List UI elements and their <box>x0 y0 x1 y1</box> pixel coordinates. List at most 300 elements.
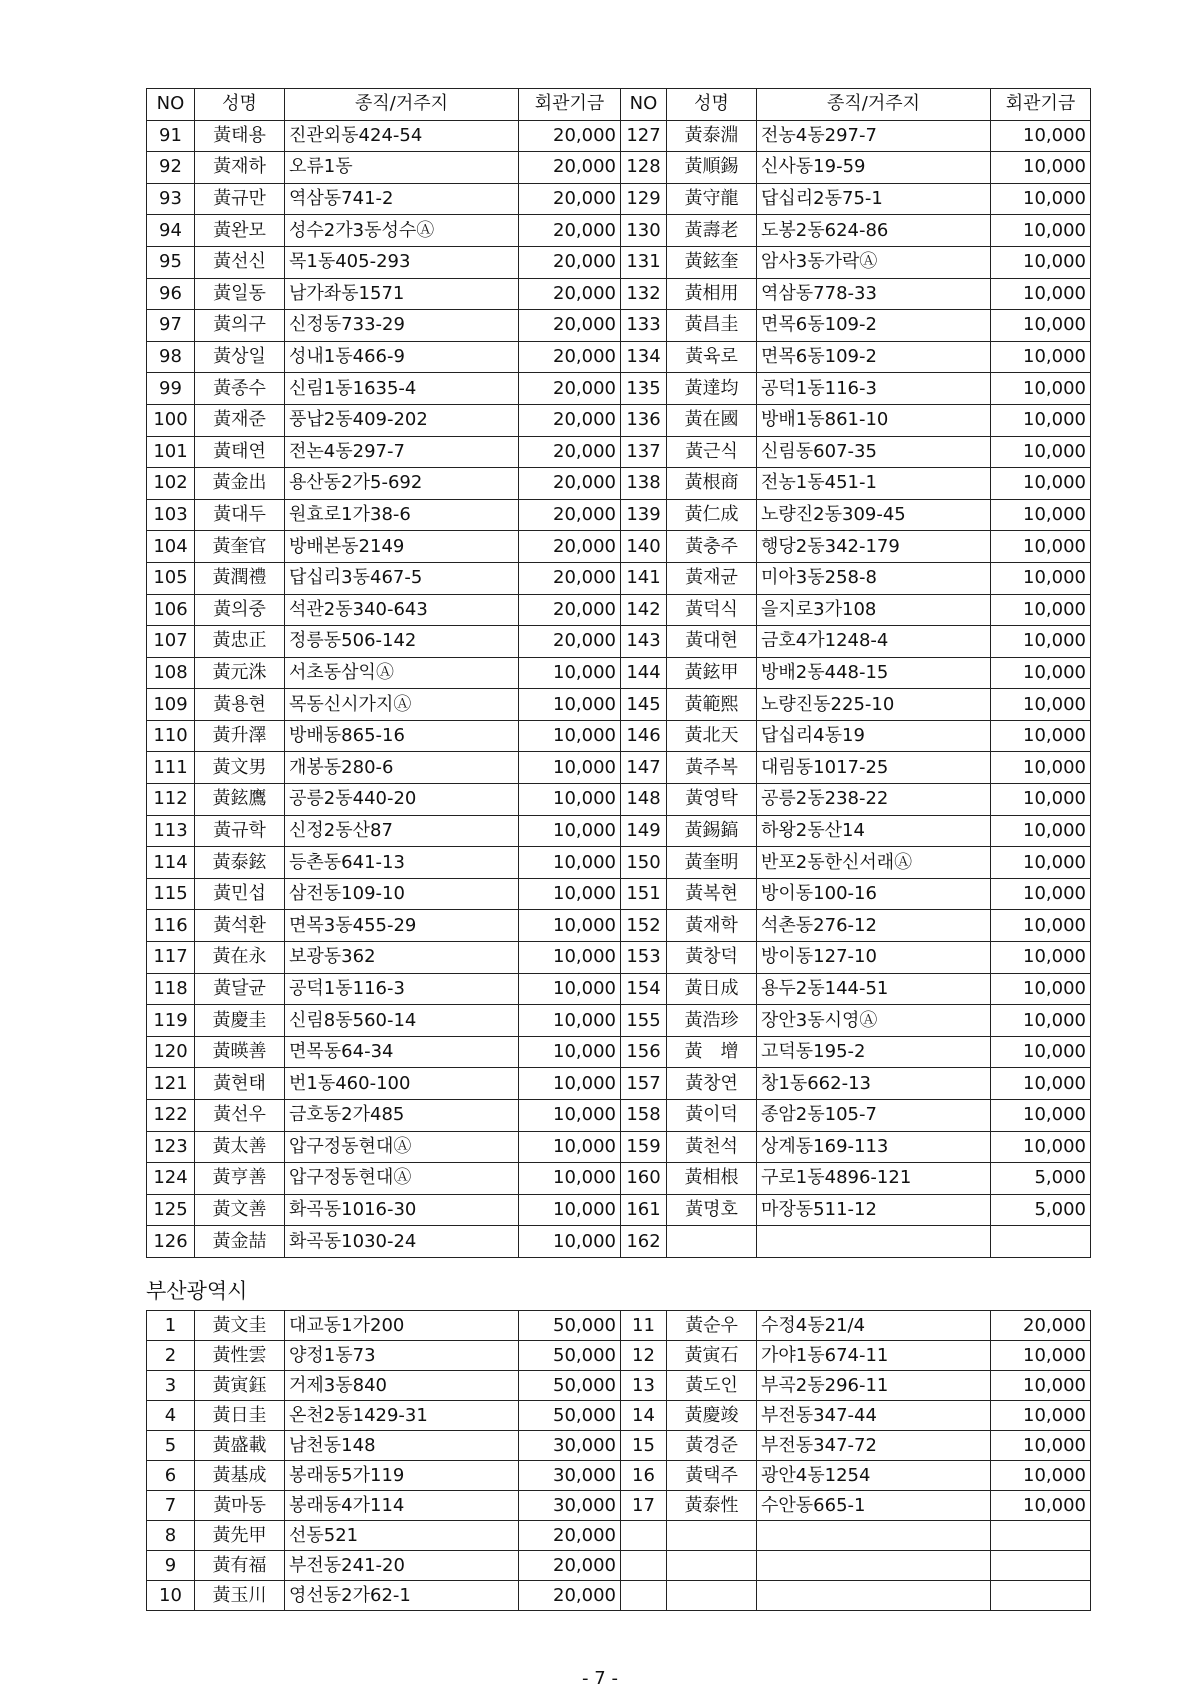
donation-amount: 10,000 <box>991 942 1091 974</box>
row-number: 145 <box>621 689 667 721</box>
row-number: 92 <box>147 152 195 184</box>
table-row <box>147 1341 1091 1371</box>
donor-address: 압구정동현대Ⓐ <box>285 1131 519 1163</box>
row-number: 95 <box>147 246 195 278</box>
donation-amount: 20,000 <box>519 626 621 658</box>
table-row <box>147 1431 1091 1461</box>
row-number: 158 <box>621 1100 667 1132</box>
table-row <box>147 1311 1091 1341</box>
donor-name <box>667 1226 757 1258</box>
donor-address: 목1동405-293 <box>285 246 519 278</box>
donor-address: 수안동665-1 <box>757 1491 991 1521</box>
donor-name: 黃달균 <box>195 973 285 1005</box>
table-row <box>147 752 1091 784</box>
donation-amount: 20,000 <box>519 499 621 531</box>
row-number: 97 <box>147 310 195 342</box>
donation-amount: 20,000 <box>519 594 621 626</box>
donor-address: 용두2동144-51 <box>757 973 991 1005</box>
donation-amount: 10,000 <box>519 815 621 847</box>
donor-address: 암사3동가락Ⓐ <box>757 246 991 278</box>
donor-address: 부전동241-20 <box>285 1551 519 1581</box>
donor-name: 黃덕식 <box>667 594 757 626</box>
table-row <box>147 436 1091 468</box>
donor-address <box>757 1581 991 1611</box>
donor-address: 마장동511-12 <box>757 1194 991 1226</box>
donor-name: 黃경준 <box>667 1431 757 1461</box>
table-row <box>147 1068 1091 1100</box>
row-number: 1 <box>147 1311 195 1341</box>
donor-name: 黃완모 <box>195 215 285 247</box>
table-row <box>147 784 1091 816</box>
donor-address <box>757 1226 991 1258</box>
table-row <box>147 1521 1091 1551</box>
donation-amount: 10,000 <box>991 499 1091 531</box>
donor-address: 역삼동741-2 <box>285 183 519 215</box>
donor-address: 답십리4동19 <box>757 720 991 752</box>
donation-amount: 5,000 <box>991 1163 1091 1195</box>
donor-address: 신림1동1635-4 <box>285 373 519 405</box>
donor-address: 공릉2동440-20 <box>285 784 519 816</box>
donor-name: 黃마동 <box>195 1491 285 1521</box>
row-number: 131 <box>621 246 667 278</box>
donor-address: 화곡동1016-30 <box>285 1194 519 1226</box>
donor-address: 개봉동280-6 <box>285 752 519 784</box>
row-number: 116 <box>147 910 195 942</box>
donor-name: 黃주복 <box>667 752 757 784</box>
donor-name: 黃玉川 <box>195 1581 285 1611</box>
donor-name: 黃용현 <box>195 689 285 721</box>
row-number: 10 <box>147 1581 195 1611</box>
donor-name: 黃이덕 <box>667 1100 757 1132</box>
donation-amount: 10,000 <box>519 942 621 974</box>
donation-amount: 10,000 <box>991 847 1091 879</box>
row-number: 110 <box>147 720 195 752</box>
donor-address: 남가좌동1571 <box>285 278 519 310</box>
donation-amount: 20,000 <box>519 341 621 373</box>
donation-amount: 10,000 <box>519 1131 621 1163</box>
donation-amount: 10,000 <box>991 246 1091 278</box>
donation-amount: 20,000 <box>519 562 621 594</box>
donor-name: 黃명호 <box>667 1194 757 1226</box>
donor-name: 黃충주 <box>667 531 757 563</box>
donation-amount: 10,000 <box>991 1431 1091 1461</box>
donor-name: 黃在國 <box>667 404 757 436</box>
table-row <box>147 910 1091 942</box>
donor-address: 미아3동258-8 <box>757 562 991 594</box>
donor-name: 黃복현 <box>667 878 757 910</box>
donor-name: 黃仁成 <box>667 499 757 531</box>
table-row <box>147 720 1091 752</box>
donation-amount: 20,000 <box>519 531 621 563</box>
row-number: 115 <box>147 878 195 910</box>
donor-name: 黃근식 <box>667 436 757 468</box>
row-number: 149 <box>621 815 667 847</box>
donor-name: 黃선신 <box>195 246 285 278</box>
donor-address: 양정1동73 <box>285 1341 519 1371</box>
row-number: 141 <box>621 562 667 594</box>
table-row <box>147 1100 1091 1132</box>
row-number: 147 <box>621 752 667 784</box>
donor-name: 黃金喆 <box>195 1226 285 1258</box>
donation-amount: 20,000 <box>519 183 621 215</box>
donor-name: 黃재준 <box>195 404 285 436</box>
donor-address: 번1동460-100 <box>285 1068 519 1100</box>
donor-name: 黃태연 <box>195 436 285 468</box>
donor-name: 黃泰鉉 <box>195 847 285 879</box>
donation-amount: 30,000 <box>519 1461 621 1491</box>
donor-address: 방이동127-10 <box>757 942 991 974</box>
donation-amount: 10,000 <box>991 404 1091 436</box>
donor-name: 黃재학 <box>667 910 757 942</box>
donor-address: 가야1동674-11 <box>757 1341 991 1371</box>
table-row <box>147 1461 1091 1491</box>
row-number: 130 <box>621 215 667 247</box>
row-number: 134 <box>621 341 667 373</box>
row-number: 128 <box>621 152 667 184</box>
donor-name <box>667 1581 757 1611</box>
row-number: 161 <box>621 1194 667 1226</box>
donor-name: 黃창연 <box>667 1068 757 1100</box>
donor-address: 원효로1가38-6 <box>285 499 519 531</box>
table-row <box>147 499 1091 531</box>
row-number: 155 <box>621 1005 667 1037</box>
donor-address: 역삼동778-33 <box>757 278 991 310</box>
donor-name: 黃대현 <box>667 626 757 658</box>
section-title-busan: 부산광역시 <box>146 1279 248 1303</box>
donor-address <box>757 1551 991 1581</box>
donation-amount: 10,000 <box>519 1163 621 1195</box>
table-row <box>147 973 1091 1005</box>
donor-address: 방배동865-16 <box>285 720 519 752</box>
donor-name: 黃奎官 <box>195 531 285 563</box>
donor-address: 반포2동한신서래Ⓐ <box>757 847 991 879</box>
donor-address: 창1동662-13 <box>757 1068 991 1100</box>
table-row <box>147 404 1091 436</box>
table-row <box>147 878 1091 910</box>
donor-name: 黃상일 <box>195 341 285 373</box>
donor-address: 진관외동424-54 <box>285 120 519 152</box>
row-number: 105 <box>147 562 195 594</box>
donation-amount: 10,000 <box>991 910 1091 942</box>
donor-name: 黃寅石 <box>667 1341 757 1371</box>
donor-name: 黃재하 <box>195 152 285 184</box>
row-number: 102 <box>147 468 195 500</box>
row-number: 152 <box>621 910 667 942</box>
donation-amount: 20,000 <box>519 152 621 184</box>
table-row <box>147 942 1091 974</box>
donor-address: 답십리2동75-1 <box>757 183 991 215</box>
donor-name: 黃재균 <box>667 562 757 594</box>
row-number: 153 <box>621 942 667 974</box>
table-row <box>147 1194 1091 1226</box>
donor-address: 신정2동산87 <box>285 815 519 847</box>
donor-name: 黃태용 <box>195 120 285 152</box>
busan-donor-table <box>146 1310 1091 1611</box>
table-row <box>147 1551 1091 1581</box>
row-number: 98 <box>147 341 195 373</box>
donor-name: 黃鉉甲 <box>667 657 757 689</box>
donor-name: 黃太善 <box>195 1131 285 1163</box>
row-number: 148 <box>621 784 667 816</box>
donor-address: 방이동100-16 <box>757 878 991 910</box>
donation-amount: 20,000 <box>519 310 621 342</box>
donor-address: 면목6동109-2 <box>757 341 991 373</box>
donor-name: 黃慶圭 <box>195 1005 285 1037</box>
donation-amount: 10,000 <box>519 1226 621 1258</box>
donor-name: 黃일동 <box>195 278 285 310</box>
row-number: 114 <box>147 847 195 879</box>
donation-amount: 10,000 <box>991 531 1091 563</box>
donation-amount: 10,000 <box>991 1005 1091 1037</box>
donation-amount: 10,000 <box>991 1068 1091 1100</box>
donor-address: 전농1동451-1 <box>757 468 991 500</box>
header-address: 종직/거주지 <box>285 89 519 121</box>
donor-address: 삼전동109-10 <box>285 878 519 910</box>
donation-amount: 20,000 <box>519 1521 621 1551</box>
header-name: 성명 <box>667 89 757 121</box>
donation-amount: 20,000 <box>519 215 621 247</box>
donor-address: 방배본동2149 <box>285 531 519 563</box>
table-row <box>147 531 1091 563</box>
row-number: 93 <box>147 183 195 215</box>
donor-name: 黃택주 <box>667 1461 757 1491</box>
donor-address: 장안3동시영Ⓐ <box>757 1005 991 1037</box>
donor-name: 黃창덕 <box>667 942 757 974</box>
donation-amount: 10,000 <box>991 468 1091 500</box>
donation-amount: 10,000 <box>991 436 1091 468</box>
donor-address: 수정4동21/4 <box>757 1311 991 1341</box>
donation-amount: 10,000 <box>519 878 621 910</box>
donation-amount: 10,000 <box>991 310 1091 342</box>
donation-amount: 10,000 <box>519 784 621 816</box>
donor-name: 黃性雲 <box>195 1341 285 1371</box>
row-number: 17 <box>621 1491 667 1521</box>
donor-name: 黃규학 <box>195 815 285 847</box>
table-row <box>147 689 1091 721</box>
donor-address: 면목6동109-2 <box>757 310 991 342</box>
header-no: NO <box>147 89 195 121</box>
donor-address: 고덕동195-2 <box>757 1036 991 1068</box>
donor-name: 黃종수 <box>195 373 285 405</box>
donor-address: 석촌동276-12 <box>757 910 991 942</box>
row-number: 156 <box>621 1036 667 1068</box>
row-number: 157 <box>621 1068 667 1100</box>
donation-amount: 20,000 <box>519 468 621 500</box>
donation-amount: 50,000 <box>519 1341 621 1371</box>
donor-address: 공덕1동116-3 <box>285 973 519 1005</box>
table-row <box>147 657 1091 689</box>
row-number: 140 <box>621 531 667 563</box>
donor-name: 黃基成 <box>195 1461 285 1491</box>
donor-address: 봉래동4가114 <box>285 1491 519 1521</box>
row-number: 138 <box>621 468 667 500</box>
donor-address: 압구정동현대Ⓐ <box>285 1163 519 1195</box>
donor-name: 黃 增 <box>667 1036 757 1068</box>
donation-amount: 10,000 <box>519 847 621 879</box>
donor-name: 黃대두 <box>195 499 285 531</box>
row-number: 109 <box>147 689 195 721</box>
donor-address: 신림동607-35 <box>757 436 991 468</box>
row-number: 106 <box>147 594 195 626</box>
row-number: 137 <box>621 436 667 468</box>
donor-address: 화곡동1030-24 <box>285 1226 519 1258</box>
row-number: 113 <box>147 815 195 847</box>
donor-name: 黃奎明 <box>667 847 757 879</box>
row-number: 9 <box>147 1551 195 1581</box>
donor-address: 상계동169-113 <box>757 1131 991 1163</box>
donation-amount: 10,000 <box>991 815 1091 847</box>
donor-address: 공덕1동116-3 <box>757 373 991 405</box>
row-number: 133 <box>621 310 667 342</box>
donation-amount: 10,000 <box>519 973 621 1005</box>
donor-name: 黃文男 <box>195 752 285 784</box>
donor-name: 黃達均 <box>667 373 757 405</box>
table-row <box>147 183 1091 215</box>
donor-name: 黃육로 <box>667 341 757 373</box>
donor-address: 서초동삼익Ⓐ <box>285 657 519 689</box>
table-row <box>147 815 1091 847</box>
donation-amount: 30,000 <box>519 1491 621 1521</box>
donor-name: 黃亨善 <box>195 1163 285 1195</box>
donor-name: 黃暎善 <box>195 1036 285 1068</box>
donation-amount: 10,000 <box>991 594 1091 626</box>
donor-address: 온천2동1429-31 <box>285 1401 519 1431</box>
donor-address: 풍납2동409-202 <box>285 404 519 436</box>
row-number: 162 <box>621 1226 667 1258</box>
row-number <box>621 1521 667 1551</box>
donation-amount: 10,000 <box>991 341 1091 373</box>
donor-name: 黃先甲 <box>195 1521 285 1551</box>
donation-amount: 10,000 <box>991 1131 1091 1163</box>
row-number: 111 <box>147 752 195 784</box>
row-number: 8 <box>147 1521 195 1551</box>
donor-name: 黃升澤 <box>195 720 285 752</box>
donor-name: 黃의구 <box>195 310 285 342</box>
donation-amount: 10,000 <box>519 1005 621 1037</box>
row-number: 3 <box>147 1371 195 1401</box>
donor-address: 성내1동466-9 <box>285 341 519 373</box>
row-number: 11 <box>621 1311 667 1341</box>
donation-amount: 10,000 <box>519 1068 621 1100</box>
donor-address: 성수2가3동성수Ⓐ <box>285 215 519 247</box>
donation-amount: 50,000 <box>519 1311 621 1341</box>
row-number: 14 <box>621 1401 667 1431</box>
row-number: 123 <box>147 1131 195 1163</box>
row-number: 99 <box>147 373 195 405</box>
donation-amount: 10,000 <box>991 278 1091 310</box>
donor-name: 黃潤禮 <box>195 562 285 594</box>
donor-address: 종암2동105-7 <box>757 1100 991 1132</box>
row-number <box>621 1581 667 1611</box>
table-row <box>147 562 1091 594</box>
donor-name: 黃慶竣 <box>667 1401 757 1431</box>
donor-address: 거제3동840 <box>285 1371 519 1401</box>
header-name: 성명 <box>195 89 285 121</box>
row-number: 121 <box>147 1068 195 1100</box>
donation-amount: 50,000 <box>519 1371 621 1401</box>
donation-amount: 20,000 <box>519 246 621 278</box>
donation-amount: 10,000 <box>991 784 1091 816</box>
donation-amount: 10,000 <box>991 626 1091 658</box>
donation-amount <box>991 1581 1091 1611</box>
donor-address: 대림동1017-25 <box>757 752 991 784</box>
row-number: 139 <box>621 499 667 531</box>
table-row <box>147 594 1091 626</box>
donation-amount: 10,000 <box>519 752 621 784</box>
donation-amount <box>991 1226 1091 1258</box>
donation-amount: 10,000 <box>991 1401 1091 1431</box>
table-row <box>147 1581 1091 1611</box>
donor-address: 광안4동1254 <box>757 1461 991 1491</box>
donor-name: 黃根商 <box>667 468 757 500</box>
row-number: 132 <box>621 278 667 310</box>
donor-address <box>757 1521 991 1551</box>
donor-address: 방배1동861-10 <box>757 404 991 436</box>
donor-name: 黃선우 <box>195 1100 285 1132</box>
row-number: 2 <box>147 1341 195 1371</box>
row-number: 12 <box>621 1341 667 1371</box>
donation-amount: 20,000 <box>519 436 621 468</box>
table-header-row <box>147 89 1091 121</box>
row-number: 4 <box>147 1401 195 1431</box>
donation-amount: 10,000 <box>991 373 1091 405</box>
donation-amount: 10,000 <box>991 657 1091 689</box>
row-number: 91 <box>147 120 195 152</box>
donor-name: 黃北天 <box>667 720 757 752</box>
donation-amount: 20,000 <box>519 1551 621 1581</box>
donor-address: 답십리3동467-5 <box>285 562 519 594</box>
row-number: 96 <box>147 278 195 310</box>
donor-address: 남천동148 <box>285 1431 519 1461</box>
donation-amount: 10,000 <box>519 1194 621 1226</box>
table-row <box>147 215 1091 247</box>
table-row <box>147 278 1091 310</box>
donor-address: 방배2동448-15 <box>757 657 991 689</box>
row-number: 120 <box>147 1036 195 1068</box>
donor-address: 부전동347-44 <box>757 1401 991 1431</box>
donor-name: 黃천석 <box>667 1131 757 1163</box>
donation-amount <box>991 1521 1091 1551</box>
donation-amount: 20,000 <box>519 120 621 152</box>
row-number: 7 <box>147 1491 195 1521</box>
row-number: 127 <box>621 120 667 152</box>
donor-address: 신림8동560-14 <box>285 1005 519 1037</box>
donor-address: 을지로3가108 <box>757 594 991 626</box>
donation-amount: 20,000 <box>519 404 621 436</box>
donor-name: 黃鉉鷹 <box>195 784 285 816</box>
header-amount: 회관기금 <box>991 89 1091 121</box>
row-number: 144 <box>621 657 667 689</box>
donor-address: 등촌동641-13 <box>285 847 519 879</box>
donation-amount: 10,000 <box>991 689 1091 721</box>
table-row <box>147 1005 1091 1037</box>
row-number: 160 <box>621 1163 667 1195</box>
donation-amount: 10,000 <box>519 720 621 752</box>
donor-name <box>667 1551 757 1581</box>
row-number: 104 <box>147 531 195 563</box>
row-number: 103 <box>147 499 195 531</box>
donor-address: 용산동2가5-692 <box>285 468 519 500</box>
row-number: 6 <box>147 1461 195 1491</box>
row-number: 151 <box>621 878 667 910</box>
donor-name: 黃金出 <box>195 468 285 500</box>
row-number: 159 <box>621 1131 667 1163</box>
table-row <box>147 1371 1091 1401</box>
table-row <box>147 120 1091 152</box>
donation-amount: 20,000 <box>519 373 621 405</box>
donor-name: 黃元洙 <box>195 657 285 689</box>
donor-address: 봉래동5가119 <box>285 1461 519 1491</box>
